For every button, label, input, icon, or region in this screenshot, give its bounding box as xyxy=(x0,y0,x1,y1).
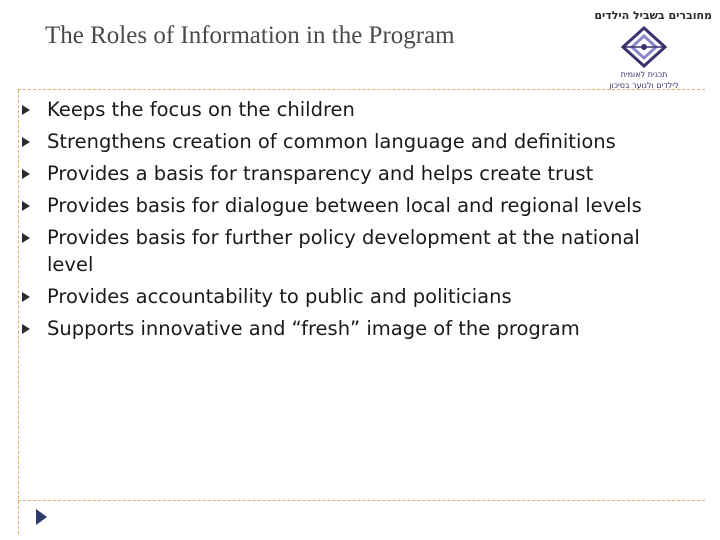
footer-divider xyxy=(18,500,705,501)
bullet-item xyxy=(20,283,660,310)
bullet-item xyxy=(20,224,660,278)
bullet-text: Provides a basis for transparency and helps create trust xyxy=(47,162,594,185)
bullet-text: Provides basis for dialogue between local and regional levels xyxy=(47,194,642,217)
bullet-list xyxy=(20,96,660,347)
bullet-arrow-icon xyxy=(22,105,30,115)
left-divider xyxy=(18,90,19,534)
bullet-arrow-icon xyxy=(22,233,30,243)
logo-diamonds-icon xyxy=(621,26,667,68)
bullet-text: Strengthens creation of common language and definitions xyxy=(47,130,616,153)
next-slide-arrow-icon[interactable] xyxy=(36,509,47,525)
logo-subtitle-line-2: לילדים ולנוער בסיכון xyxy=(609,81,679,90)
bullet-item xyxy=(20,128,660,155)
logo xyxy=(574,6,714,88)
bullet-item xyxy=(20,96,660,123)
bullet-item xyxy=(20,160,660,187)
slide-title: The Roles of Information in the Program xyxy=(45,22,455,49)
bullet-arrow-icon xyxy=(22,169,30,179)
bullet-text: Provides basis for further policy development at the national level xyxy=(47,226,640,276)
bullet-arrow-icon xyxy=(22,201,30,211)
logo-subtitle-line-1: תכנית לאומית xyxy=(620,70,668,79)
bullet-text: Keeps the focus on the children xyxy=(47,98,355,121)
bullet-item xyxy=(20,192,660,219)
logo-brand-text: מחוברים בשביל הילדים xyxy=(594,9,712,22)
bullet-arrow-icon xyxy=(22,137,30,147)
bullet-arrow-icon xyxy=(22,324,30,334)
bullet-item xyxy=(20,315,660,342)
bullet-arrow-icon xyxy=(22,292,30,302)
bullet-text: Supports innovative and “fresh” image of the program xyxy=(47,317,580,340)
header-divider xyxy=(18,89,705,90)
bullet-text: Provides accountability to public and politicians xyxy=(47,285,512,308)
